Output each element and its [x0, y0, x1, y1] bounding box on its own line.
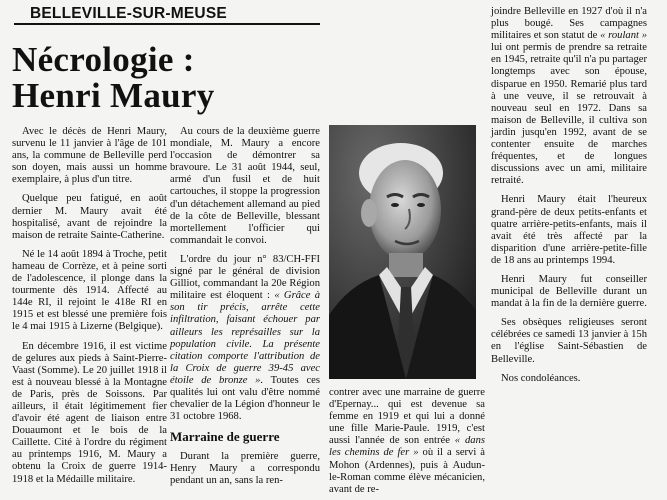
text-run: lui ont permis de prendre sa retraite en 1945, retraite qu'il n'a pu partager longtemps avec son épouse, disparue en 1950. Remarié plus tard à une veuve, il se retrouvait à nouveau seul en 1972. Dans sa maison de Belleville, il cultiva son jardin jusqu'en 1992, avant de se contenter ensuite de marches fréquentes, et de longues discussions avec un ami, militaire retraité. — [491, 42, 647, 187]
citation-quote: « Grâce à son tir précis, arrête cette infiltration, faisant échouer par ailleurs les représailles sur la population civile. La présente citation comporte l'attribution de la Croix de guerre 39-45 avec étoile de bronze ». — [170, 290, 320, 386]
paragraph — [170, 254, 320, 423]
text-run: où il a servi à Mohon (Ardennes), puis à Audun-le-Roman comme élève mécanicien, avant de re- — [329, 447, 485, 495]
article-column-4 — [491, 6, 647, 385]
headline — [12, 42, 342, 114]
quote: « roulant » — [600, 30, 647, 42]
paragraph: Henri Maury était l'heureux grand-père de deux petits-enfants et quatre arrière-petits-enfants, mais il avait été très affecté par la disparition d'une arrière-petite-fille de 18 ans au printemps 1994. — [491, 194, 647, 266]
subheading: Marraine de guerre — [170, 429, 280, 444]
text-run: L'ordre du jour n° 83/CH-FFI signé par le général de division Gilliot, commandant la 20e Région militaire est éloquent : — [170, 253, 320, 302]
paragraph: Né le 14 août 1894 à Troche, petit hameau de Corrèze, et à peine sorti de l'adolescence, il plonge dans la tourmente dès 1914. Affecté au 144e RI, il rejoint le 418e RI en 1915 et est blessé une première fois le 4 mai 1915 à Lizerne (Belgique). — [12, 248, 167, 333]
paragraph: Ses obsèques religieuses seront célébrées ce samedi 13 janvier à 15h en l'église Saint-Sébastien de Belleville. — [491, 317, 647, 365]
text-run: joindre Belleville en 1927 d'où il n'a plus bougé. Ses campagnes militaires et son statut de — [491, 6, 647, 42]
headline-line-1: Nécrologie : — [12, 40, 195, 79]
quote: « dans les chemins de fer » — [329, 435, 485, 459]
paragraph: Au cours de la deuxième guerre mondiale, M. Maury a encore l'occasion de démontrer sa bravoure. Le 31 août 1944, seul, armé d'un fusil et de huit cartouches, il stoppe la progression d'un détachement allemand au pied de la côte de Belleville, blessant mortellement l'officier qui commandait le convoi. — [170, 126, 320, 246]
paragraph — [491, 6, 647, 187]
paragraph: Quelque peu fatigué, en août dernier M. Maury avait été hospitalisé, avant de rejoindre la maison de retraite Sainte-Catherine. — [12, 193, 167, 241]
paragraph: Nos condoléances. — [501, 372, 581, 384]
text-run: Toutes ces qualités lui ont valu d'être nommé chevalier de la Légion d'honneur le 31 octobre 1968. — [170, 374, 320, 423]
article-column-2 — [170, 126, 320, 423]
portrait-photo — [329, 125, 476, 379]
headline-line-2: Henri Maury — [12, 76, 215, 115]
article-column-3 — [329, 387, 485, 496]
text-run: contrer avec une marraine de guerre d'Epernay... qui est devenue sa femme en 1919 et qui lui a donné une fille Marie-Paule. 1919, c'est aussi l'année de son entrée — [329, 387, 485, 447]
portrait-illustration — [329, 125, 476, 379]
paragraph: En décembre 1916, il est victime de gelures aux pieds à Saint-Pierre-Vaast (Somme). Le 20 juillet 1918 il est à nouveau blessé à la Montagne de Paris, près de Soissons. Par ailleurs, il était légitimement fier d'avoir été agent de liaison entre Douaumont et le bois de la Caillette. Cité à l'ordre du régiment au printemps 1916, M. Maury a obtenu la Croix de guerre 1914-1918 et la Médaille militaire. — [12, 340, 167, 485]
paragraph: Avec le décès de Henri Maury, survenu le 11 janvier à l'âge de 101 ans, la commune de Belleville perd son doyen, mais aussi un homme exemplaire, à plus d'un titre. — [12, 126, 167, 186]
paragraph — [329, 387, 485, 496]
paragraph: Durant la première guerre, Henry Maury a correspondu pendant un an, sans la ren- — [170, 451, 320, 487]
paragraph: Henri Maury fut conseiller municipal de Belleville durant un mandat à la fin de la dernière guerre. — [491, 273, 647, 310]
section-rubric: BELLEVILLE-SUR-MEUSE — [14, 2, 320, 25]
article-column-1 — [12, 126, 167, 486]
article-column-2-continued — [170, 451, 320, 487]
